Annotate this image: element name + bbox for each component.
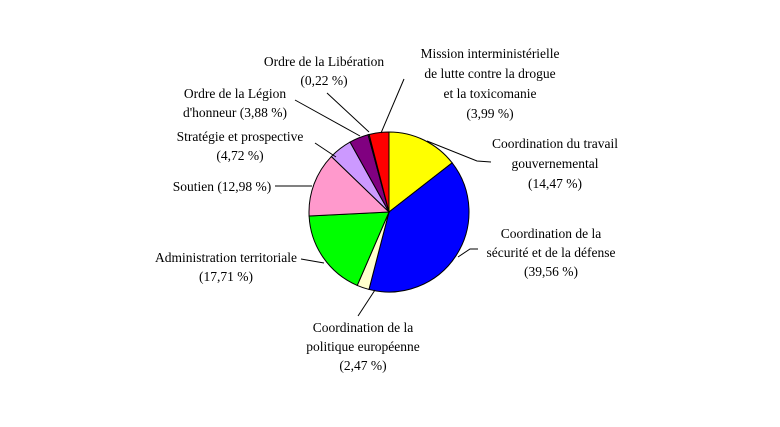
label-line: sécurité et de la défense	[486, 245, 616, 260]
label-strategie-prospective	[125, 127, 355, 165]
label-line: (0,22 %)	[300, 73, 348, 88]
label-line: Ordre de la Légion	[183, 86, 287, 101]
label-line: Coordination du travail	[492, 136, 618, 151]
label-securite-defense	[436, 224, 666, 281]
label-line: Soutien (12,98 %)	[172, 179, 272, 194]
label-soutien	[107, 177, 337, 196]
label-line: d'honneur (3,88 %)	[182, 105, 288, 120]
label-line: Coordination de la	[312, 320, 414, 335]
label-politique-europeenne	[248, 318, 478, 375]
label-ordre-legion	[120, 84, 350, 122]
label-line: (39,56 %)	[524, 264, 578, 279]
label-line: gouvernemental	[511, 156, 599, 171]
label-line: (14,47 %)	[528, 176, 582, 191]
label-line: et la toxicomanie	[443, 86, 537, 101]
label-line: Stratégie et prospective	[176, 129, 304, 144]
label-line: de lutte contre la drogue	[424, 66, 556, 81]
leader-line-politique	[358, 290, 375, 316]
label-line: (3,99 %)	[466, 106, 514, 121]
label-travail-gouvernemental	[440, 134, 670, 194]
label-line: (4,72 %)	[216, 148, 264, 163]
label-line: (17,71 %)	[199, 269, 253, 284]
label-line: Ordre de la Libération	[263, 54, 385, 69]
label-line: (2,47 %)	[339, 358, 387, 373]
label-line: Administration territoriale	[154, 250, 298, 265]
label-mission-interministerielle	[375, 44, 605, 124]
label-administration-territoriale	[111, 248, 341, 286]
label-line: Mission interministérielle	[420, 46, 560, 61]
label-line: Coordination de la	[500, 226, 602, 241]
label-line: politique européenne	[306, 339, 420, 354]
